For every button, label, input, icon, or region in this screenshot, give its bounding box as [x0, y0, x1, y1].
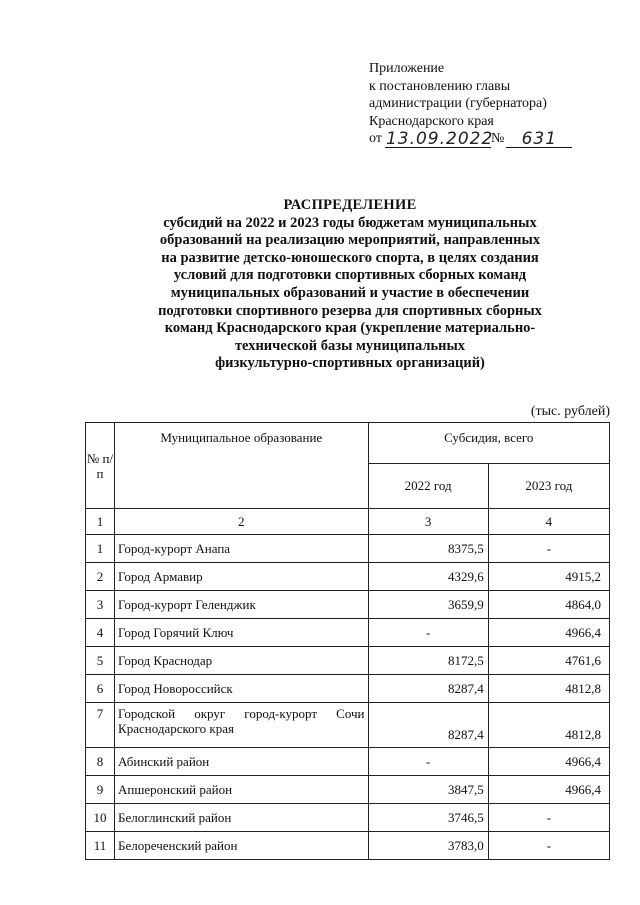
row-number: 3 [86, 591, 115, 619]
header-municipality: Муниципальное образование [115, 423, 368, 509]
row-number: 6 [86, 675, 115, 703]
column-index: 4 [488, 509, 609, 535]
order-reference [369, 130, 572, 148]
subsidy-table [85, 422, 610, 860]
subsidy-2022: 3659,9 [368, 591, 488, 619]
table-row [86, 647, 610, 675]
header-year-2022: 2022 год [368, 464, 488, 509]
order-number: 631 [506, 131, 572, 148]
municipality-name: Апшеронский район [115, 776, 368, 804]
number-label: № [490, 131, 505, 146]
subsidy-2023: - [488, 535, 609, 563]
table-row [86, 535, 610, 563]
subsidy-2022: 8172,5 [368, 647, 488, 675]
header-row [86, 423, 610, 464]
title-heading: РАСПРЕДЕЛЕНИЕ [283, 197, 417, 213]
title-line: на развитие детско-юношеского спорта, в целях создания [161, 249, 539, 266]
table-row [86, 563, 610, 591]
subsidy-2022: 3746,5 [368, 804, 488, 832]
column-index-row [86, 509, 610, 535]
row-number: 11 [86, 832, 115, 860]
table-row [86, 832, 610, 860]
appendix-line-2: к постановлению главы [369, 78, 511, 94]
column-index: 3 [368, 509, 488, 535]
appendix-line-3: администрации (губернатора) [369, 96, 547, 111]
municipality-name: Город Горячий Ключ [115, 619, 368, 647]
row-number: 1 [86, 535, 115, 563]
column-index: 1 [86, 509, 115, 535]
table-row [86, 776, 610, 804]
appendix-line-1: Приложение [369, 61, 445, 76]
subsidy-2022: 3783,0 [368, 832, 488, 860]
title-line: муниципальных образований и участие в обеспечении [170, 284, 530, 301]
units-label: (тыс. рублей) [530, 404, 610, 419]
subsidy-2023: - [488, 804, 609, 832]
order-date: 13.09.2022 [385, 128, 494, 149]
subsidy-2022: 3847,5 [368, 776, 488, 804]
subsidy-2023: 4761,6 [488, 647, 609, 675]
subsidy-2022: - [368, 619, 488, 647]
subsidy-2022: - [368, 748, 488, 776]
header-num: № п/п [86, 423, 115, 509]
municipality-name: Город Армавир [115, 563, 368, 591]
subsidy-2022: 8287,4 [368, 675, 488, 703]
row-number: 10 [86, 804, 115, 832]
title-line: условий для подготовки спортивных сборных команд [173, 267, 527, 284]
subsidy-2023: 4864,0 [488, 591, 609, 619]
subsidy-2023: 4915,2 [488, 563, 609, 591]
row-number: 2 [86, 563, 115, 591]
row-number: 7 [86, 703, 115, 748]
appendix-line-4: Краснодарского края [369, 113, 494, 129]
column-index: 2 [115, 509, 368, 535]
table-row [86, 591, 610, 619]
from-label: от [369, 131, 382, 146]
document-title [120, 197, 580, 373]
subsidy-2023: 4812,8 [488, 703, 609, 748]
municipality-name: Белоглинский район [115, 804, 368, 832]
subsidy-2023: 4966,4 [488, 619, 609, 647]
table-row [86, 804, 610, 832]
title-line: образований на реализацию мероприятий, направленных [159, 232, 541, 249]
subsidy-2023: 4966,4 [488, 748, 609, 776]
appendix-block [369, 60, 572, 148]
subsidy-2022: 8287,4 [368, 703, 488, 748]
table-row [86, 675, 610, 703]
header-year-2023: 2023 год [488, 464, 609, 509]
municipality-name: Город Новороссийск [115, 675, 368, 703]
title-line: подготовки спортивного резерва для спортивных сборных [158, 302, 542, 319]
row-number: 4 [86, 619, 115, 647]
subsidy-2023: 4812,8 [488, 675, 609, 703]
table-row [86, 703, 610, 748]
row-number: 9 [86, 776, 115, 804]
table-row [86, 619, 610, 647]
title-line: технической базы муниципальных [234, 337, 466, 354]
subsidy-2023: - [488, 832, 609, 860]
row-number: 5 [86, 647, 115, 675]
municipality-name: Городской округ город-курорт Сочи Краснодарского края [115, 703, 368, 748]
subsidy-2023: 4966,4 [488, 776, 609, 804]
subsidy-2022: 4329,6 [368, 563, 488, 591]
title-line: субсидий на 2022 и 2023 годы бюджетам муниципальных [163, 214, 537, 231]
municipality-name: Белореченский район [115, 832, 368, 860]
row-number: 8 [86, 748, 115, 776]
title-line: команд Краснодарского края (укрепление материально- [164, 320, 536, 337]
subsidy-2022: 8375,5 [368, 535, 488, 563]
municipality-name: Город-курорт Геленджик [115, 591, 368, 619]
table-row [86, 748, 610, 776]
municipality-name: Город Краснодар [115, 647, 368, 675]
municipality-name: Абинский район [115, 748, 368, 776]
municipality-name: Город-курорт Анапа [115, 535, 368, 563]
title-line: физкультурно-спортивных организаций) [215, 355, 485, 372]
header-subsidy-total: Субсидия, всего [368, 423, 609, 464]
